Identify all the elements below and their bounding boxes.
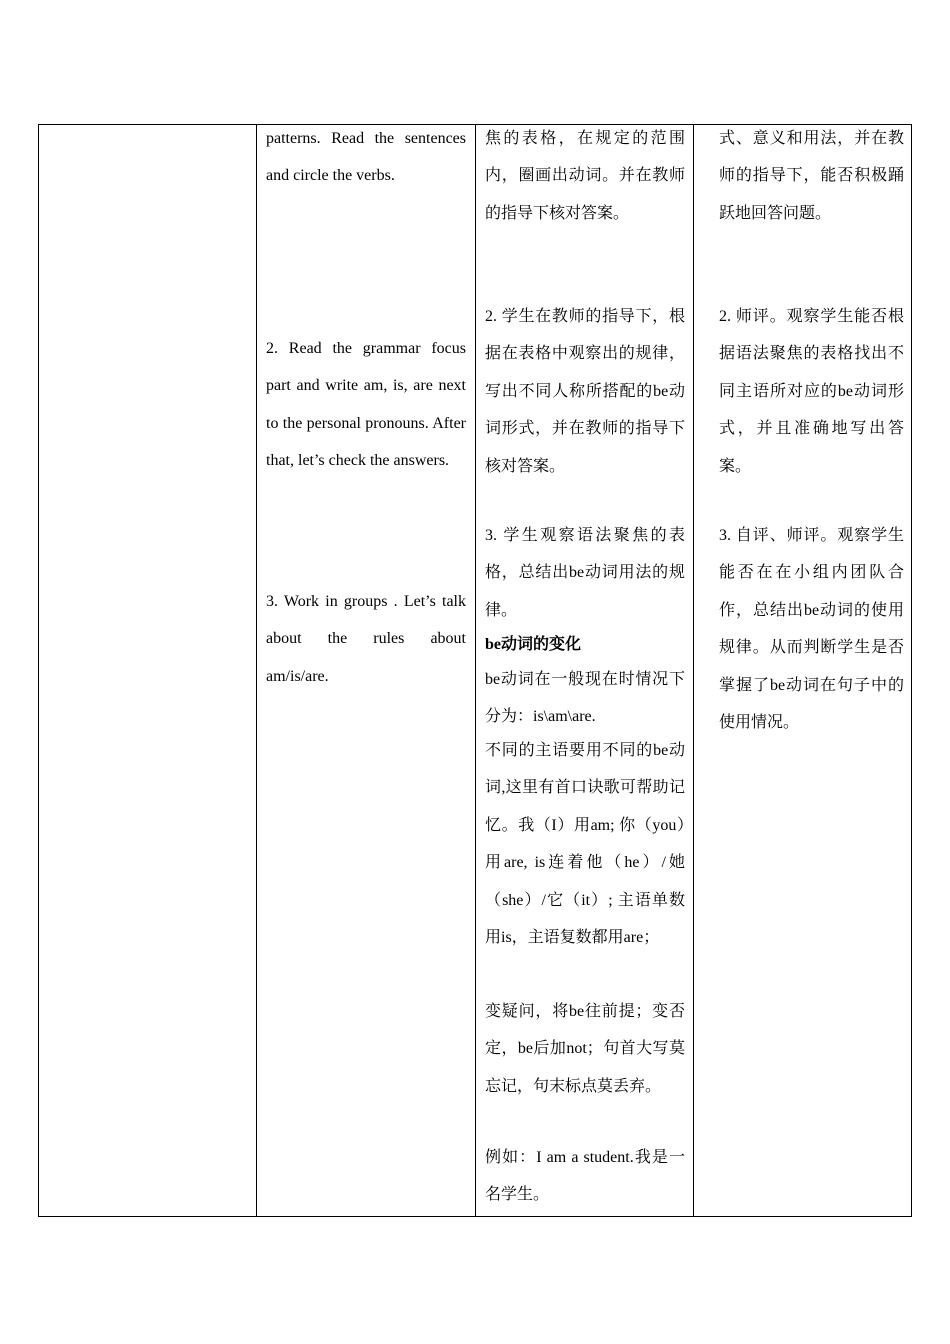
column-divider-1 bbox=[256, 125, 257, 1216]
teacher-step-2-text: 2. Read the grammar focus part and write am, is, are next to the personal pronouns. After that, let’s check the answers. bbox=[266, 340, 466, 470]
column-divider-2 bbox=[475, 125, 476, 1216]
evaluation-1-text: 式、意义和用法，并在教师的指导下，能否积极踊跃地回答问题。 bbox=[719, 130, 904, 222]
teacher-step-3-text: 3. Work in groups . Let’s talk about the rules about am/is/are. bbox=[266, 593, 466, 685]
evaluation-3-text: 3. 自评、师评。观察学生能否在在小组内团队合作，总结出be动词的使用规律。从而判断学生是否掌握了be动词在句子中的使用情况。 bbox=[719, 527, 904, 732]
lesson-plan-table bbox=[38, 124, 912, 1217]
student-step-1-text: 焦的表格，在规定的范围内，圈画出动词。并在教师的指导下核对答案。 bbox=[485, 130, 685, 222]
be-verb-rhyme-text: 不同的主语要用不同的be动词,这里有首口诀歌可帮助记忆。我（I）用am; 你（you）用are, is连着他（he）/她（she）/它（it）; 主语单数用is，主语复数都用are； bbox=[485, 742, 685, 947]
be-verb-example-text: 例如：I am a student.我是一名学生。 bbox=[485, 1149, 685, 1204]
student-step-2-text: 2. 学生在教师的指导下，根据在表格中观察出的规律，写出不同人称所搭配的be动词形式，并在教师的指导下核对答案。 bbox=[485, 308, 685, 475]
be-verb-heading: be动词的变化 bbox=[485, 636, 582, 653]
teacher-step-1-text: patterns. Read the sentences and circle the verbs. bbox=[266, 130, 466, 185]
column-divider-3 bbox=[693, 125, 694, 1216]
student-step-3-text: 3. 学生观察语法聚焦的表格，总结出be动词用法的规律。 bbox=[485, 527, 685, 619]
evaluation-2-text: 2. 师评。观察学生能否根据语法聚焦的表格找出不同主语所对应的be动词形式，并且准确地写出答案。 bbox=[719, 308, 904, 475]
be-verb-question-rule-text: 变疑问，将be往前提；变否定，be后加not；句首大写莫忘记，句末标点莫丢弃。 bbox=[485, 1003, 685, 1095]
be-verb-rule-text: be动词在一般现在时情况下分为：is\am\are. bbox=[485, 671, 685, 726]
